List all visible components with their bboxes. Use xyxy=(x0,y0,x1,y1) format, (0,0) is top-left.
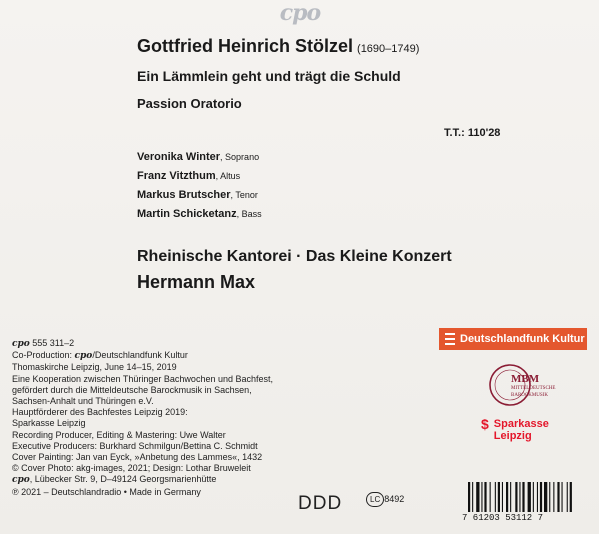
catalog-number: 555 311–2 xyxy=(29,338,75,348)
catalog-line xyxy=(12,338,312,350)
dlf-stripes-icon xyxy=(445,333,455,345)
total-time: T.T.: 110'28 xyxy=(444,127,501,139)
sparkasse-s-icon: $ xyxy=(481,416,489,432)
work-subtitle: Passion Oratorio xyxy=(137,96,242,111)
mbm-logo-text xyxy=(511,373,556,399)
credit-line: gefördert durch die Mitteldeutsche Barockmusik in Sachsen, xyxy=(12,384,252,395)
label-code xyxy=(366,492,404,507)
credit-line: Thomaskirche Leipzig, June 14–15, 2019 xyxy=(12,362,177,373)
ddd-format-mark: DDD xyxy=(298,493,343,514)
composer-heading xyxy=(137,36,419,57)
coproduction-label: Co-Production: xyxy=(12,350,75,361)
address-text: , Lübecker Str. 9, D–49124 Georgsmarienhütte xyxy=(29,474,217,485)
sparkasse-logo xyxy=(481,418,549,442)
address-line xyxy=(12,474,312,486)
credit-line: Hauptförderer des Bachfestes Leipzig 2019: xyxy=(12,407,188,418)
soloist-entry xyxy=(137,170,240,182)
cpo-brand-mini: cpo xyxy=(74,351,93,362)
cpo-logo: cpo xyxy=(279,0,321,26)
soloist-name: Veronika Winter xyxy=(137,151,221,163)
soloist-name: Markus Brutscher xyxy=(137,189,231,201)
barcode-number: 7 61203 53112 7 xyxy=(462,513,544,523)
credit-line: Recording Producer, Editing & Mastering: Uwe Walter xyxy=(12,429,226,440)
deutschlandfunk-kultur-logo xyxy=(439,328,587,350)
coproduction-partner: /Deutschlandfunk Kultur xyxy=(92,350,188,361)
conductor: Hermann Max xyxy=(137,272,256,292)
composer-dates: (1690–1749) xyxy=(357,43,420,55)
credit-line: Sachsen-Anhalt und Thüringen e.V. xyxy=(12,396,154,407)
dlf-label: Deutschlandfunk Kultur xyxy=(460,333,585,345)
soloist-entry xyxy=(137,151,259,163)
soloist-name: Martin Schicketanz xyxy=(137,208,237,220)
coproduction-line xyxy=(12,350,312,362)
sparkasse-line-1: Sparkasse xyxy=(493,418,549,430)
sparkasse-line-2: Leipzig xyxy=(493,430,532,442)
composer-name: Gottfried Heinrich Stölzel xyxy=(137,36,354,56)
cpo-brand-mini: cpo xyxy=(12,475,30,486)
credits-block xyxy=(12,338,312,498)
ensembles: Rheinische Kantorei · Das Kleine Konzert xyxy=(137,248,452,265)
soloist-role: , Bass xyxy=(236,209,262,219)
soloist-name: Franz Vitzthum xyxy=(137,170,216,182)
work-title: Ein Lämmlein geht und trägt die Schuld xyxy=(137,68,401,84)
cpo-brand-mini: cpo xyxy=(12,339,30,349)
credit-line: Executive Producers: Burkhard Schmilgun/Bettina C. Schmidt xyxy=(12,440,258,451)
mbm-acronym: MBM xyxy=(511,373,540,385)
soloist-role: , Tenor xyxy=(230,190,258,200)
soloist-entry xyxy=(137,189,258,201)
credit-line: Sparkasse Leipzig xyxy=(12,418,86,429)
lc-circle: LC xyxy=(366,492,384,507)
label-code-number: 8492 xyxy=(384,494,405,504)
copyright-line: ℗ 2021 – Deutschlandradio • Made in Germany xyxy=(12,486,201,497)
soloist-role: , Soprano xyxy=(220,152,260,162)
soloist-role: , Altus xyxy=(215,171,241,181)
soloist-entry xyxy=(137,208,262,220)
mbm-line-2: BAROCKMUSIK xyxy=(511,393,548,398)
mbm-line-1: MITTELDEUTSCHE xyxy=(511,386,556,391)
credit-line: Eine Kooperation zwischen Thüringer Bachwochen und Bachfest, xyxy=(12,373,273,384)
credit-line: Cover Painting: Jan van Eyck, »Anbetung des Lammes«, 1432 xyxy=(12,452,263,463)
credit-line: © Cover Photo: akg-images, 2021; Design: Lothar Bruweleit xyxy=(12,463,251,474)
